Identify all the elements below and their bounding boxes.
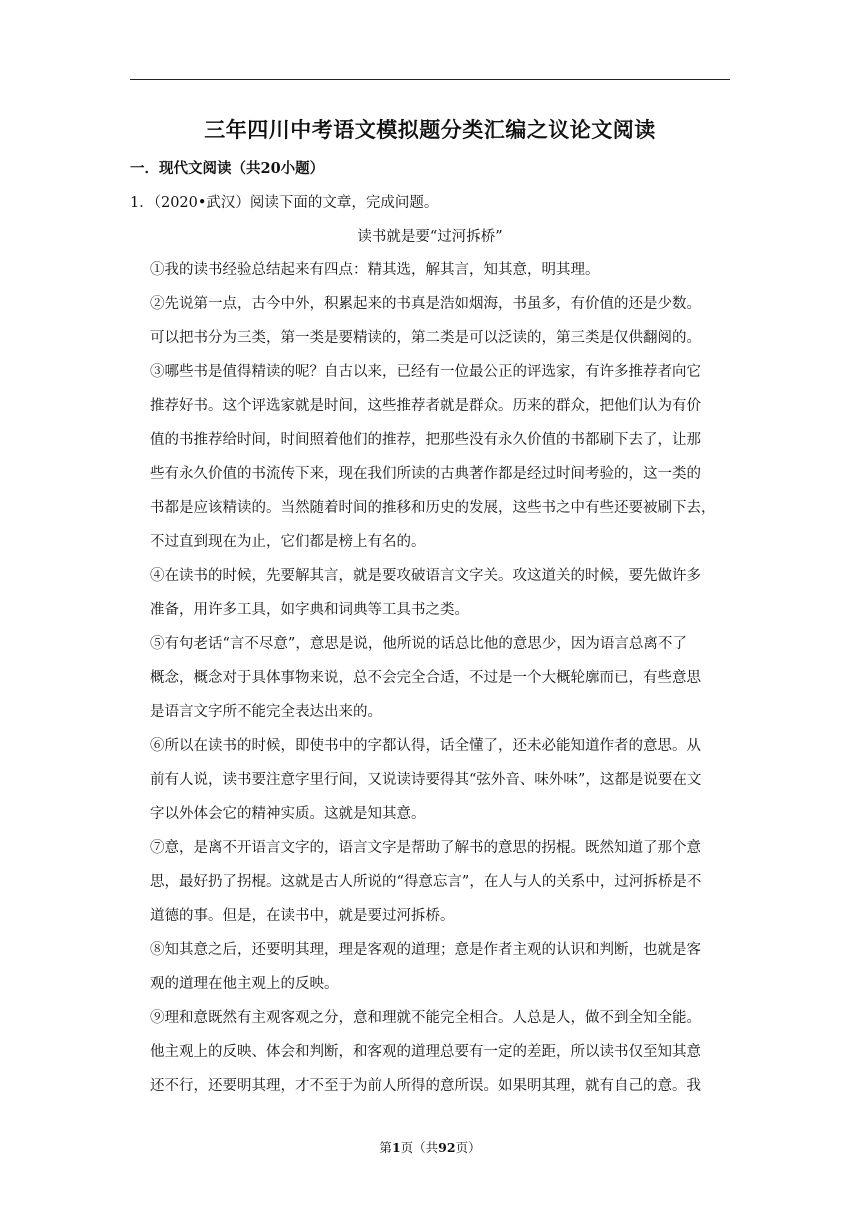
body-line: ⑨理和意既然有主观客观之分，意和理就不能完全相合。人总是人，做不到全知全能。 bbox=[150, 1010, 701, 1026]
body-line: ⑤有句老话“言不尽意”，意思是说，他所说的话总比他的意思少，因为语言总离不了 bbox=[150, 636, 687, 652]
body-line: 推荐好书。这个评选家就是时间，这些推荐者就是群众。历来的群众，把他们认为有价 bbox=[150, 398, 701, 414]
article-body bbox=[130, 253, 730, 1103]
body-line: 是语言文字所不能完全表达出来的。 bbox=[150, 704, 382, 720]
header-rule bbox=[130, 79, 730, 80]
page-footer bbox=[130, 1138, 730, 1156]
body-line: 前有人说，读书要注意字里行间，又说读诗要得其“弦外音、味外味”，这都是说要在文 bbox=[150, 772, 702, 788]
body-line: ⑧知其意之后，还要明其理，理是客观的道理；意是作者主观的认识和判断，也就是客 bbox=[150, 942, 701, 958]
footer-mid: 页（共 bbox=[400, 1140, 439, 1155]
article-title: 读书就是要“过河拆桥” bbox=[357, 229, 503, 245]
section-heading: 一．现代文阅读（共20小题） bbox=[130, 160, 325, 177]
body-line: ④在读书的时候，先要解其言，就是要攻破语言文字关。攻这道关的时候，要先做许多 bbox=[150, 568, 701, 584]
footer-total-pages: 92 bbox=[438, 1140, 456, 1155]
body-line: 道德的事。但是，在读书中，就是要过河拆桥。 bbox=[150, 908, 455, 924]
question-intro: 1．（2020•武汉）阅读下面的文章，完成问题。 bbox=[130, 195, 439, 211]
body-line: 他主观上的反映、体会和判断，和客观的道理总要有一定的差距，所以读书仅至知其意 bbox=[150, 1044, 701, 1060]
body-line: ①我的读书经验总结起来有四点：精其选，解其言，知其意，明其理。 bbox=[150, 262, 600, 278]
body-line: ⑥所以在读书的时候，即使书中的字都认得，话全懂了，还未必能知道作者的意思。从 bbox=[150, 738, 701, 754]
footer-suffix: 页） bbox=[455, 1140, 481, 1155]
body-line: 思，最好扔了拐棍。这就是古人所说的“得意忘言”，在人与人的关系中，过河拆桥是不 bbox=[150, 874, 702, 890]
body-line: ⑦意，是离不开语言文字的，语言文字是帮助了解书的意思的拐棍。既然知道了那个意 bbox=[150, 840, 701, 856]
body-line: 不过直到现在为止，它们都是榜上有名的。 bbox=[150, 534, 426, 550]
body-line: 还不行，还要明其理，才不至于为前人所得的意所误。如果明其理，就有自己的意。我 bbox=[150, 1078, 701, 1094]
body-line: 值的书推荐给时间，时间照着他们的推荐，把那些没有永久价值的书都刷下去了，让那 bbox=[150, 432, 701, 448]
body-line: 准备，用许多工具，如字典和词典等工具书之类。 bbox=[150, 602, 469, 618]
body-line: ②先说第一点，古今中外，积累起来的书真是浩如烟海，书虽多，有价值的还是少数。 bbox=[150, 296, 701, 312]
body-line: 概念，概念对于具体事物来说，总不会完全合适，不过是一个大概轮廓而已，有些意思 bbox=[150, 670, 701, 686]
body-line: 书都是应该精读的。当然随着时间的推移和历史的发展，这些书之中有些还要被刷下去， bbox=[150, 500, 716, 516]
body-line: 字以外体会它的精神实质。这就是知其意。 bbox=[150, 806, 426, 822]
body-line: 可以把书分为三类，第一类是要精读的，第二类是可以泛读的，第三类是仅供翻阅的。 bbox=[150, 330, 701, 346]
body-line: ③哪些书是值得精读的呢？自古以来，已经有一位最公正的评选家，有许多推荐者向它 bbox=[150, 364, 701, 380]
body-line: 些有永久价值的书流传下来，现在我们所读的古典著作都是经过时间考验的，这一类的 bbox=[150, 466, 701, 482]
body-line: 观的道理在他主观上的反映。 bbox=[150, 976, 339, 992]
document-title: 三年四川中考语文模拟题分类汇编之议论文阅读 bbox=[204, 117, 656, 142]
footer-prefix: 第 bbox=[379, 1140, 392, 1155]
footer-page-number: 1 bbox=[391, 1140, 401, 1155]
